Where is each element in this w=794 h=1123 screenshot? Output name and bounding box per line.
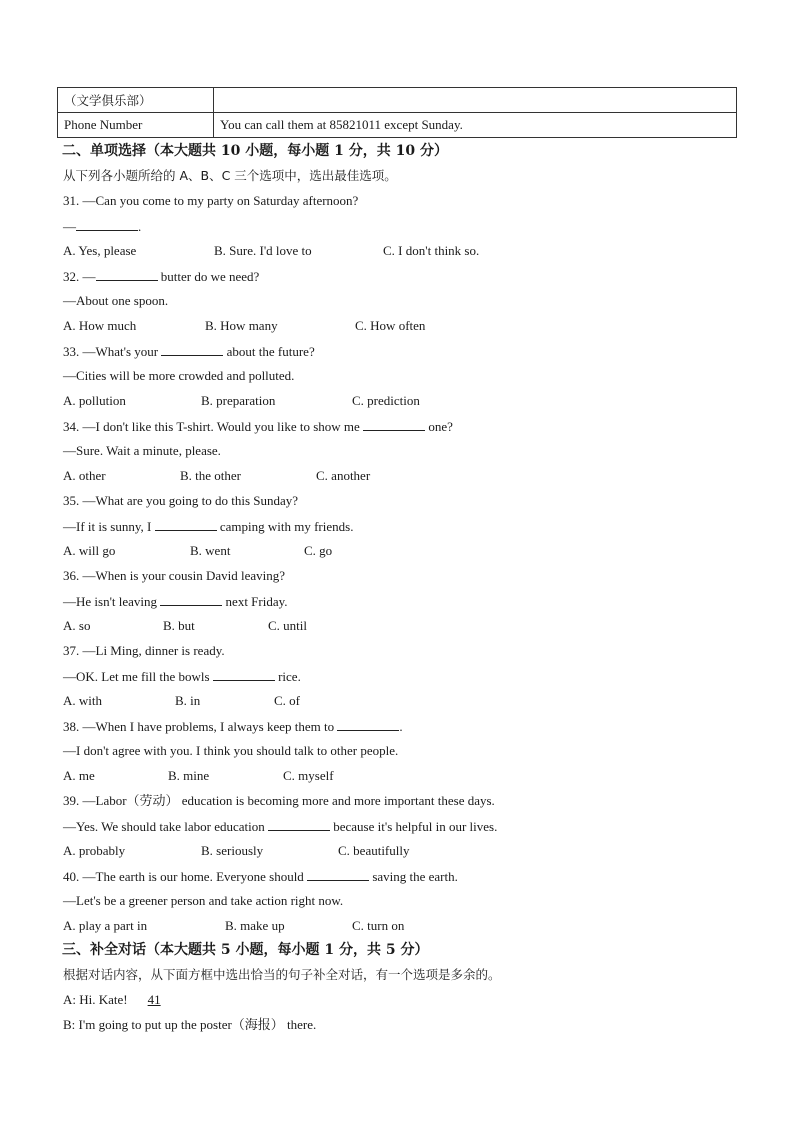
answer-text: —Yes. We should take labor education xyxy=(63,819,268,834)
option-c: C. turn on xyxy=(352,918,405,933)
answer-text: —About one spoon. xyxy=(63,293,169,308)
answer-text: —Cities will be more crowded and polluted. xyxy=(63,368,295,383)
answer-blank xyxy=(268,818,330,831)
question-text: 32. — xyxy=(63,269,96,284)
option-b: B. but xyxy=(163,618,195,633)
option-c: C. I don't think so. xyxy=(383,243,480,258)
question-line xyxy=(63,718,403,735)
answer-text: camping with my friends. xyxy=(216,519,354,534)
option-a: A. Yes, please xyxy=(63,243,137,258)
answer-line xyxy=(63,593,288,610)
option-b: B. in xyxy=(175,693,201,708)
answer-blank xyxy=(155,518,217,531)
option-a: A. pollution xyxy=(63,393,126,408)
option-a: A. How much xyxy=(63,318,137,333)
question-text: saving the earth. xyxy=(369,869,458,884)
answer-text: —Sure. Wait a minute, please. xyxy=(63,443,221,458)
answer-blank xyxy=(160,593,222,606)
answer-text: rice. xyxy=(274,669,301,684)
question-text: 36. —When is your cousin David leaving? xyxy=(63,568,286,583)
option-b: B. Sure. I'd love to xyxy=(214,243,312,258)
question-text: 38. —When I have problems, I always keep them to xyxy=(63,719,338,734)
question-text: 34. —I don't like this T-shirt. Would you like to show me xyxy=(63,419,364,434)
answer-line xyxy=(63,818,497,835)
option-a: A. me xyxy=(63,768,95,783)
option-c: C. of xyxy=(274,693,300,708)
question-text: about the future? xyxy=(223,344,315,359)
table-cell-value: You can call them at 85821011 except Sunday. xyxy=(214,113,737,138)
option-a: A. other xyxy=(63,468,106,483)
table-row xyxy=(58,113,737,138)
answer-line xyxy=(63,368,294,384)
option-a: A. probably xyxy=(63,843,126,858)
table-cell-value xyxy=(214,88,737,113)
answer-blank xyxy=(96,268,158,281)
answer-blank xyxy=(337,718,399,731)
answer-line xyxy=(63,893,343,909)
section-instruction: 从下列各小题所给的 A、B、C 三个选项中，选出最佳选项。 xyxy=(63,168,397,183)
question-line xyxy=(63,193,358,209)
question-text: 37. —Li Ming, dinner is ready. xyxy=(63,643,225,658)
answer-blank xyxy=(213,668,275,681)
answer-text: — xyxy=(63,219,76,234)
option-a: A. will go xyxy=(63,543,116,558)
answer-text: next Friday. xyxy=(222,594,288,609)
option-b: B. went xyxy=(190,543,231,558)
option-c: C. go xyxy=(304,543,333,558)
question-text: 40. —The earth is our home. Everyone should xyxy=(63,869,308,884)
section-heading: 二、单项选择（本大题共 10 小题，每小题 1 分，共 10 分） xyxy=(62,143,448,159)
answer-line xyxy=(63,743,398,759)
answer-line xyxy=(63,218,141,235)
info-table xyxy=(57,87,737,138)
option-a: A. so xyxy=(63,618,91,633)
dialogue-line-b: B: I'm going to put up the poster（海报） there. xyxy=(63,1017,317,1032)
answer-line xyxy=(63,293,168,309)
dialogue-line-a xyxy=(63,992,174,1008)
question-line xyxy=(63,643,225,659)
option-b: B. preparation xyxy=(201,393,276,408)
option-b: B. make up xyxy=(225,918,285,933)
question-line xyxy=(63,268,259,285)
option-b: B. mine xyxy=(168,768,210,783)
question-line xyxy=(63,868,458,885)
question-text: 39. —Labor（劳动） education is becoming more and more important these days. xyxy=(63,793,495,808)
answer-text: —He isn't leaving xyxy=(63,594,161,609)
table-cell-label: （文学俱乐部） xyxy=(58,88,214,113)
option-c: C. myself xyxy=(283,768,334,783)
question-line xyxy=(63,793,495,809)
option-b: B. seriously xyxy=(201,843,264,858)
question-text: 31. —Can you come to my party on Saturday afternoon? xyxy=(63,193,359,208)
answer-text: —Let's be a greener person and take action right now. xyxy=(63,893,344,908)
dialogue-text: A: Hi. Kate! xyxy=(63,992,128,1007)
option-c: C. prediction xyxy=(352,393,420,408)
question-text: 35. —What are you going to do this Sunday? xyxy=(63,493,299,508)
answer-text: because it's helpful in our lives. xyxy=(330,819,498,834)
option-c: C. How often xyxy=(355,318,426,333)
option-b: B. the other xyxy=(180,468,242,483)
answer-text: . xyxy=(138,219,142,234)
question-line xyxy=(63,493,298,509)
answer-text: —I don't agree with you. I think you should talk to other people. xyxy=(63,743,399,758)
answer-blank xyxy=(363,418,425,431)
table-cell-label: Phone Number xyxy=(58,113,214,138)
question-line xyxy=(63,418,453,435)
question-text: one? xyxy=(425,419,453,434)
answer-blank xyxy=(76,218,138,231)
option-c: C. beautifully xyxy=(338,843,410,858)
section-instruction: 根据对话内容，从下面方框中选出恰当的句子补全对话，有一个选项是多余的。 xyxy=(63,967,501,982)
answer-line xyxy=(63,518,353,535)
question-text: . xyxy=(399,719,403,734)
option-c: C. another xyxy=(316,468,371,483)
option-a: A. play a part in xyxy=(63,918,148,933)
blank-number-41: 41 xyxy=(147,992,161,1007)
option-c: C. until xyxy=(268,618,308,633)
option-a: A. with xyxy=(63,693,102,708)
answer-blank xyxy=(307,868,369,881)
answer-blank xyxy=(161,343,223,356)
question-line xyxy=(63,343,315,360)
answer-line xyxy=(63,668,301,685)
option-b: B. How many xyxy=(205,318,278,333)
table-row xyxy=(58,88,737,113)
question-line xyxy=(63,568,285,584)
section-heading: 三、补全对话（本大题共 5 小题，每小题 1 分，共 5 分） xyxy=(62,942,429,958)
answer-line xyxy=(63,443,221,459)
question-text: butter do we need? xyxy=(157,269,260,284)
answer-text: —If it is sunny, I xyxy=(63,519,155,534)
answer-text: —OK. Let me fill the bowls xyxy=(63,669,213,684)
question-text: 33. —What's your xyxy=(63,344,162,359)
